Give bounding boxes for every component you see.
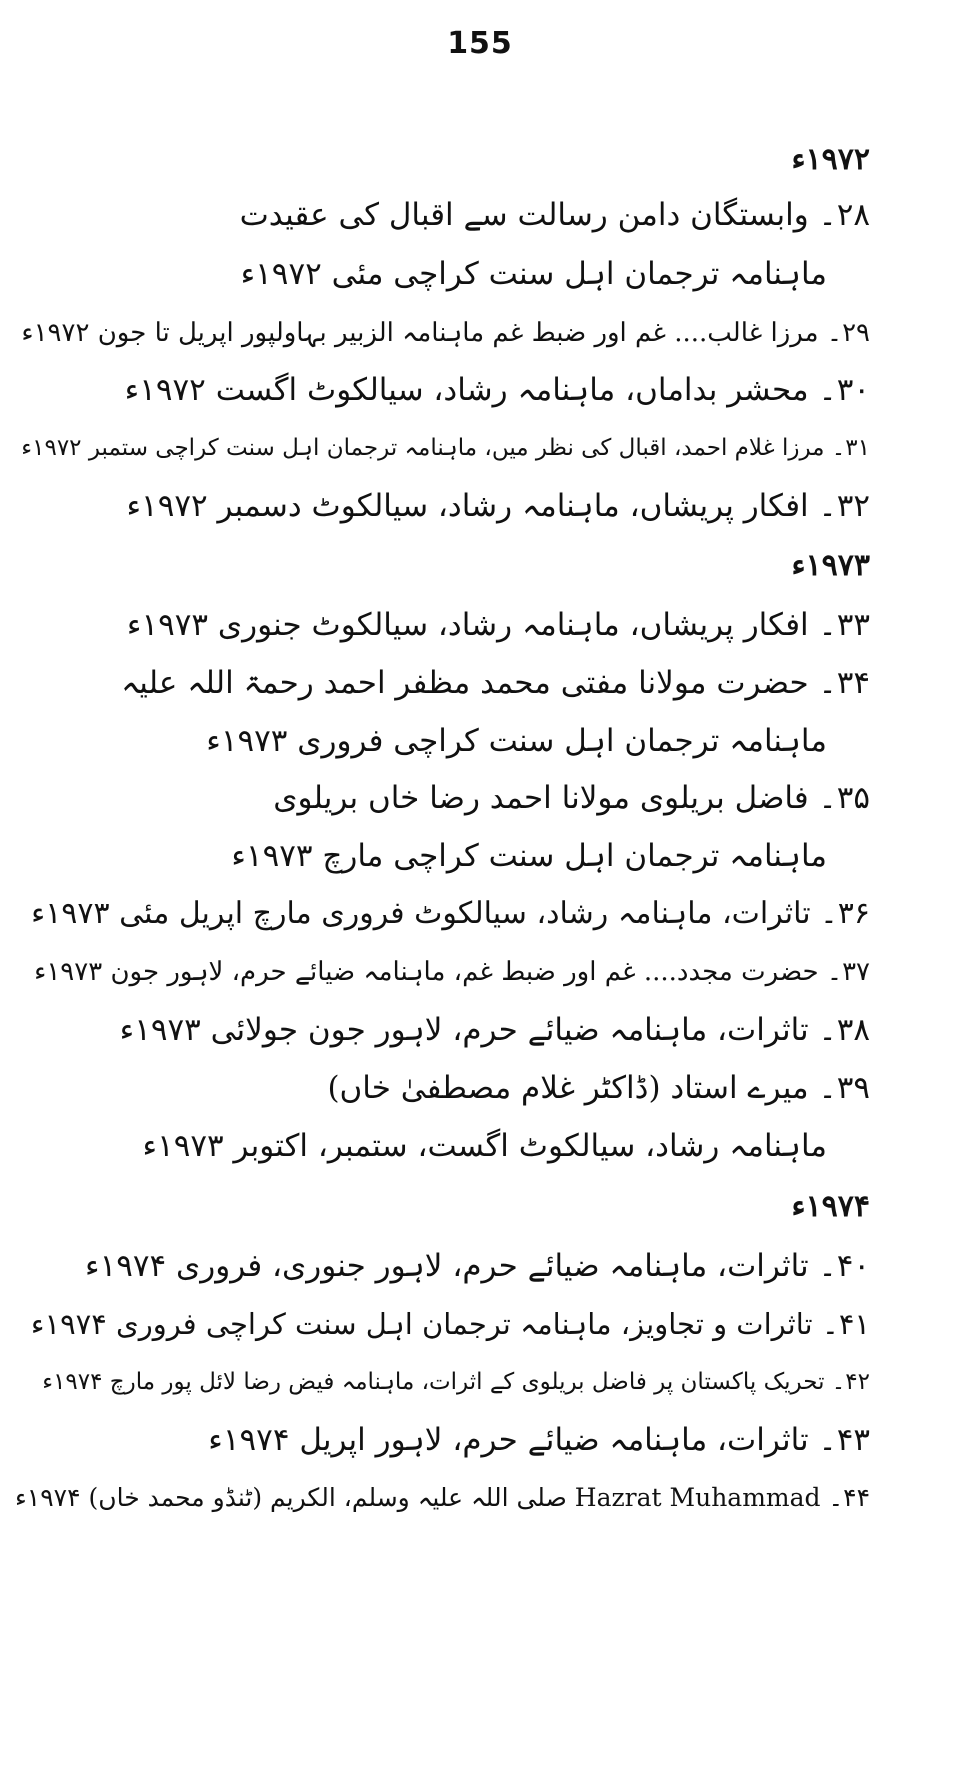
list-item: ۳۹۔ میرے استاد (ڈاکٹر غلام مصطفیٰ خاں) (327, 1070, 870, 1106)
list-item: ۳۳۔ افکار پریشاں، ماہنامہ رشاد، سیالکوٹ جنوری ۱۹۷۳ء (126, 607, 870, 643)
list-item: ۳۲۔ افکار پریشاں، ماہنامہ رشاد، سیالکوٹ دسمبر ۱۹۷۲ء (126, 488, 870, 524)
list-item: ۲۸۔ وابستگان دامن رسالت سے اقبال کی عقیدت (239, 197, 870, 233)
year-heading: ۱۹۷۳ء (791, 548, 870, 583)
year-heading: ۱۹۷۴ء (791, 1189, 870, 1224)
list-item: ۳۸۔ تاثرات، ماہنامہ ضیائے حرم، لاہور جون جولائی ۱۹۷۳ء (119, 1012, 870, 1048)
year-heading: ۱۹۷۲ء (791, 142, 870, 177)
list-item: ۳۴۔ حضرت مولانا مفتی محمد مظفر احمد رحمۃ اللہ علیہ (121, 665, 870, 701)
list-item: ۴۲۔ تحریک پاکستان پر فاضل بریلوی کے اثرات، ماہنامہ فیض رضا لائل پور مارچ ۱۹۷۴ء (42, 1369, 870, 1395)
list-item: ۳۷۔ حضرت مجدد.... غم اور ضبط غم، ماہنامہ ضیائے حرم، لاہور جون ۱۹۷۳ء (34, 957, 870, 987)
list-item: ۴۰۔ تاثرات، ماہنامہ ضیائے حرم، لاہور جنوری، فروری ۱۹۷۴ء (85, 1248, 870, 1284)
list-item: ۴۳۔ تاثرات، ماہنامہ ضیائے حرم، لاہور اپریل ۱۹۷۴ء (208, 1422, 870, 1458)
list-item: ۳۰۔ محشر بداماں، ماہنامہ رشاد، سیالکوٹ اگست ۱۹۷۲ء (124, 372, 870, 408)
list-item: ۴۴۔ Hazrat Muhammad صلی اللہ علیہ وسلم، الکریم (ٹنڈو محمد خاں) ۱۹۷۴ء (15, 1483, 870, 1512)
list-item-continuation: ماہنامہ ترجمان اہل سنت کراچی مارچ ۱۹۷۳ء (231, 838, 827, 874)
list-item: ۳۶۔ تاثرات، ماہنامہ رشاد، سیالکوٹ فروری مارچ اپریل مئی ۱۹۷۳ء (31, 896, 870, 931)
list-item: ۳۱۔ مرزا غلام احمد، اقبال کی نظر میں، ماہنامہ ترجمان اہل سنت کراچی ستمبر ۱۹۷۲ء (21, 435, 870, 461)
list-item-continuation: ماہنامہ رشاد، سیالکوٹ اگست، ستمبر، اکتوبر ۱۹۷۳ء (142, 1128, 827, 1164)
page-number: 155 (447, 26, 513, 61)
list-item-continuation: ماہنامہ ترجمان اہل سنت کراچی فروری ۱۹۷۳ء (206, 723, 827, 759)
list-item: ۴۱۔ تاثرات و تجاویز، ماہنامہ ترجمان اہل سنت کراچی فروری ۱۹۷۴ء (30, 1307, 870, 1341)
list-item: ۲۹۔ مرزا غالب.... غم اور ضبط غم ماہنامہ الزبیر بہاولپور اپریل تا جون ۱۹۷۲ء (21, 318, 870, 348)
list-item: ۳۵۔ فاضل بریلوی مولانا احمد رضا خاں بریلوی (273, 780, 870, 816)
list-item-continuation: ماہنامہ ترجمان اہل سنت کراچی مئی ۱۹۷۲ء (240, 256, 827, 292)
